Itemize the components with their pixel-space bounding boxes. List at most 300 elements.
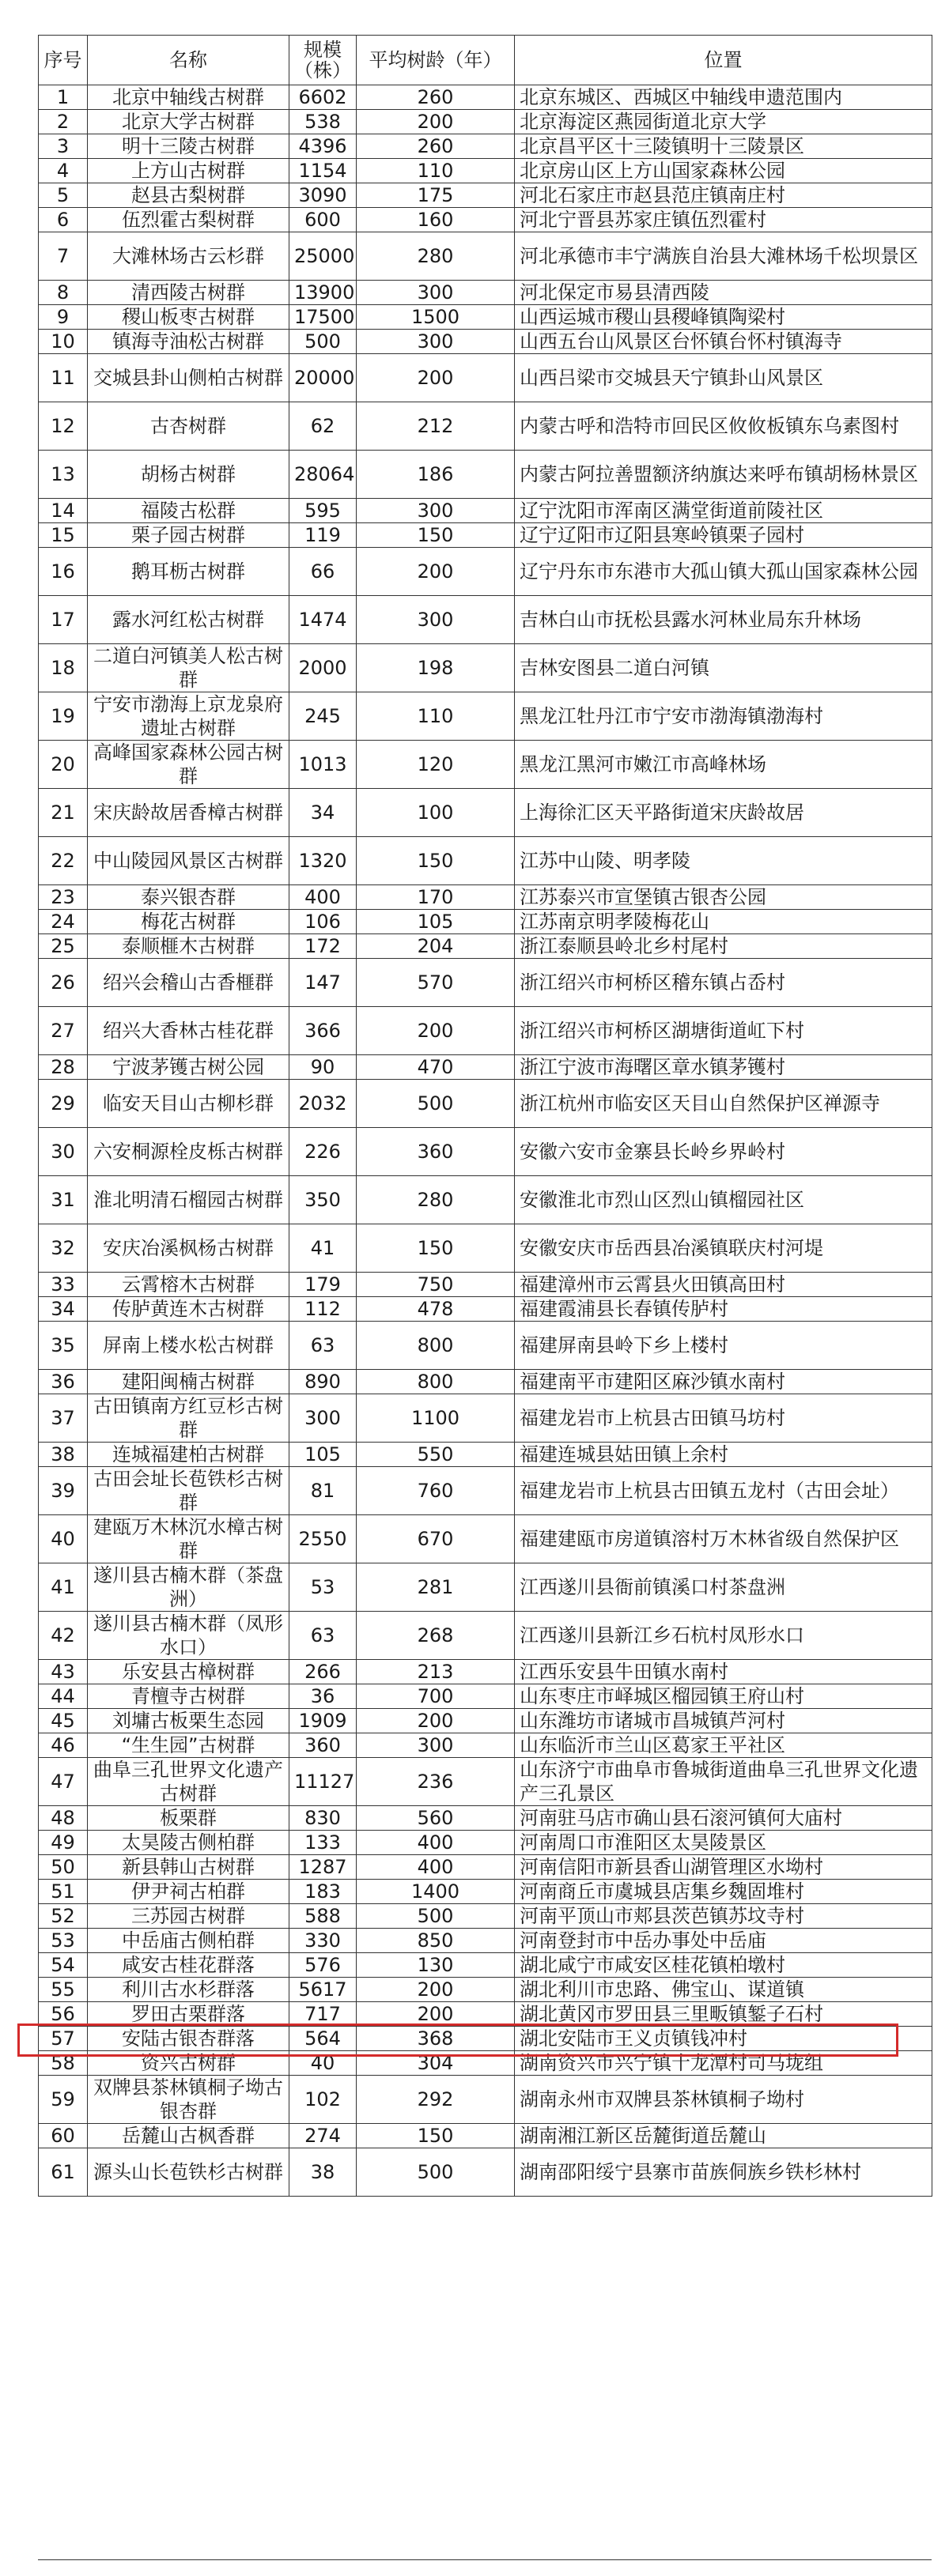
cell-location: 江苏泰兴市宣堡镇古银杏公园 [515,885,932,910]
cell-index: 29 [39,1080,88,1128]
cell-location: 江西遂川县新江乡石杭村凤形水口 [515,1612,932,1660]
cell-scale: 245 [289,692,357,741]
cell-scale: 1154 [289,159,357,183]
cell-location: 江西遂川县衙前镇溪口村茶盘洲 [515,1563,932,1612]
cell-avg-age: 500 [357,1904,515,1929]
cell-avg-age: 110 [357,159,515,183]
table-row [39,596,932,644]
table-row [39,1273,932,1297]
cell-name: “生生园”古树群 [88,1733,289,1758]
table-row [39,885,932,910]
table-row [39,1612,932,1660]
cell-scale: 588 [289,1904,357,1929]
cell-avg-age: 170 [357,885,515,910]
cell-index: 39 [39,1467,88,1515]
cell-scale: 1013 [289,741,357,789]
cell-avg-age: 212 [357,402,515,451]
cell-avg-age: 570 [357,959,515,1007]
cell-avg-age: 213 [357,1660,515,1684]
cell-avg-age: 200 [357,1978,515,2002]
cell-location: 河北宁晋县苏家庄镇伍烈霍村 [515,208,932,232]
cell-index: 18 [39,644,88,692]
cell-location: 河南平顶山市郏县茨芭镇苏坟寺村 [515,1904,932,1929]
cell-name: 福陵古松群 [88,499,289,523]
cell-scale: 538 [289,110,357,134]
cell-location: 吉林白山市抚松县露水河林业局东升林场 [515,596,932,644]
cell-scale: 717 [289,2002,357,2027]
table-row [39,354,932,402]
cell-scale: 5617 [289,1978,357,2002]
cell-location: 浙江宁波市海曙区章水镇茅镬村 [515,1055,932,1080]
cell-scale: 13900 [289,281,357,305]
cell-name: 遂川县古楠木群（凤形水口） [88,1612,289,1660]
cell-index: 60 [39,2124,88,2148]
cell-name: 镇海寺油松古树群 [88,330,289,354]
cell-scale: 1909 [289,1709,357,1733]
cell-location: 北京东城区、西城区中轴线申遗范围内 [515,85,932,110]
cell-name: 高峰国家森林公园古树群 [88,741,289,789]
table-row [39,1904,932,1929]
cell-name: 绍兴大香林古桂花群 [88,1007,289,1055]
cell-avg-age: 1100 [357,1394,515,1443]
table-row [39,305,932,330]
cell-scale: 576 [289,1953,357,1978]
cell-index: 31 [39,1176,88,1224]
cell-scale: 11127 [289,1758,357,1806]
cell-name: 泰兴银杏群 [88,885,289,910]
cell-location: 内蒙古呼和浩特市回民区攸攸板镇东乌素图村 [515,402,932,451]
cell-location: 河北石家庄市赵县范庄镇南庄村 [515,183,932,208]
cell-scale: 600 [289,208,357,232]
table-row [39,1684,932,1709]
cell-scale: 105 [289,1443,357,1467]
cell-scale: 179 [289,1273,357,1297]
table-row [39,548,932,596]
cell-scale: 274 [289,2124,357,2148]
cell-location: 湖北咸宁市咸安区桂花镇柏墩村 [515,1953,932,1978]
cell-name: 传胪黄连木古树群 [88,1297,289,1322]
cell-index: 52 [39,1904,88,1929]
table-row [39,2148,932,2197]
table-row [39,1709,932,1733]
cell-location: 内蒙古阿拉善盟额济纳旗达来呼布镇胡杨林景区 [515,451,932,499]
cell-index: 15 [39,523,88,548]
header-scale: 规模 （株） [289,36,357,85]
cell-scale: 53 [289,1563,357,1612]
cell-scale: 3090 [289,183,357,208]
cell-index: 37 [39,1394,88,1443]
cell-location: 福建龙岩市上杭县古田镇五龙村（古田会址） [515,1467,932,1515]
cell-name: 绍兴会稽山古香榧群 [88,959,289,1007]
cell-name: 宁安市渤海上京龙泉府遗址古树群 [88,692,289,741]
cell-scale: 34 [289,789,357,837]
cell-name: 安陆古银杏群落 [88,2027,289,2051]
cell-name: 遂川县古楠木群（茶盘洲） [88,1563,289,1612]
cell-avg-age: 760 [357,1467,515,1515]
cell-location: 浙江绍兴市柯桥区稽东镇占岙村 [515,959,932,1007]
table-row [39,1394,932,1443]
cell-scale: 366 [289,1007,357,1055]
cell-location: 黑龙江黑河市嫩江市高峰林场 [515,741,932,789]
cell-name: 稷山板枣古树群 [88,305,289,330]
cell-index: 17 [39,596,88,644]
cell-index: 2 [39,110,88,134]
cell-index: 14 [39,499,88,523]
cell-avg-age: 750 [357,1273,515,1297]
table-row [39,2076,932,2124]
cell-index: 58 [39,2051,88,2076]
header-name: 名称 [88,36,289,85]
cell-avg-age: 700 [357,1684,515,1709]
cell-avg-age: 130 [357,1953,515,1978]
cell-name: 清西陵古树群 [88,281,289,305]
table-row [39,1929,932,1953]
cell-avg-age: 175 [357,183,515,208]
cell-scale: 119 [289,523,357,548]
cell-scale: 20000 [289,354,357,402]
cell-index: 8 [39,281,88,305]
cell-location: 山西运城市稷山县稷峰镇陶梁村 [515,305,932,330]
cell-name: 利川古水杉群落 [88,1978,289,2002]
cell-name: 交城县卦山侧柏古树群 [88,354,289,402]
cell-avg-age: 281 [357,1563,515,1612]
table-row [39,85,932,110]
cell-avg-age: 198 [357,644,515,692]
cell-location: 上海徐汇区天平路街道宋庆龄故居 [515,789,932,837]
cell-avg-age: 280 [357,232,515,281]
cell-name: 罗田古栗群落 [88,2002,289,2027]
cell-location: 山东临沂市兰山区葛家王平社区 [515,1733,932,1758]
table-row [39,1880,932,1904]
cell-avg-age: 200 [357,2002,515,2027]
table-row [39,1322,932,1370]
cell-name: 板栗群 [88,1806,289,1831]
cell-name: 北京大学古树群 [88,110,289,134]
cell-scale: 63 [289,1322,357,1370]
cell-index: 38 [39,1443,88,1467]
cell-avg-age: 200 [357,548,515,596]
cell-location: 河南登封市中岳办事处中岳庙 [515,1929,932,1953]
cell-index: 3 [39,134,88,159]
cell-location: 河南商丘市虞城县店集乡魏固堆村 [515,1880,932,1904]
cell-name: 刘墉古板栗生态园 [88,1709,289,1733]
cell-avg-age: 478 [357,1297,515,1322]
cell-scale: 2000 [289,644,357,692]
cell-scale: 6602 [289,85,357,110]
cell-scale: 62 [289,402,357,451]
cell-index: 44 [39,1684,88,1709]
cell-avg-age: 292 [357,2076,515,2124]
cell-avg-age: 300 [357,1733,515,1758]
cell-avg-age: 360 [357,1128,515,1176]
cell-name: 建瓯万木林沉水樟古树群 [88,1515,289,1563]
table-row [39,523,932,548]
cell-location: 福建漳州市云霄县火田镇高田村 [515,1273,932,1297]
cell-location: 北京昌平区十三陵镇明十三陵景区 [515,134,932,159]
cell-index: 57 [39,2027,88,2051]
table-row [39,1128,932,1176]
cell-index: 30 [39,1128,88,1176]
cell-scale: 40 [289,2051,357,2076]
cell-avg-age: 368 [357,2027,515,2051]
table-row [39,1055,932,1080]
cell-avg-age: 500 [357,1080,515,1128]
cell-location: 山西五台山风景区台怀镇台怀村镇海寺 [515,330,932,354]
cell-location: 辽宁丹东市东港市大孤山镇大孤山国家森林公园 [515,548,932,596]
cell-scale: 2032 [289,1080,357,1128]
table-row [39,1007,932,1055]
cell-index: 22 [39,837,88,885]
cell-avg-age: 470 [357,1055,515,1080]
table-cutoff-edge [38,2559,932,2576]
cell-scale: 172 [289,934,357,959]
cell-scale: 4396 [289,134,357,159]
cell-avg-age: 200 [357,1007,515,1055]
cell-avg-age: 150 [357,523,515,548]
cell-location: 江西乐安县牛田镇水南村 [515,1660,932,1684]
cell-location: 河南信阳市新县香山湖管理区水坳村 [515,1855,932,1880]
cell-location: 江苏中山陵、明孝陵 [515,837,932,885]
cell-name: 六安桐源栓皮栎古树群 [88,1128,289,1176]
cell-name: 栗子园古树群 [88,523,289,548]
table-row [39,1515,932,1563]
cell-location: 辽宁辽阳市辽阳县寒岭镇栗子园村 [515,523,932,548]
cell-location: 浙江杭州市临安区天目山自然保护区禅源寺 [515,1080,932,1128]
cell-name: 上方山古树群 [88,159,289,183]
cell-name: 大滩林场古云杉群 [88,232,289,281]
cell-name: 泰顺榧木古树群 [88,934,289,959]
table-row [39,789,932,837]
cell-index: 32 [39,1224,88,1273]
cell-avg-age: 260 [357,85,515,110]
cell-scale: 25000 [289,232,357,281]
cell-name: 安庆冶溪枫杨古树群 [88,1224,289,1273]
cell-location: 河北保定市易县清西陵 [515,281,932,305]
table-row [39,159,932,183]
cell-avg-age: 100 [357,789,515,837]
cell-name: 淮北明清石榴园古树群 [88,1176,289,1224]
table-row [39,281,932,305]
table-row [39,741,932,789]
cell-index: 19 [39,692,88,741]
cell-scale: 890 [289,1370,357,1394]
cell-avg-age: 670 [357,1515,515,1563]
cell-location: 湖北黄冈市罗田县三里畈镇錾子石村 [515,2002,932,2027]
cell-scale: 226 [289,1128,357,1176]
cell-location: 山东潍坊市诸城市昌城镇芦河村 [515,1709,932,1733]
cell-index: 24 [39,910,88,934]
table-row [39,499,932,523]
cell-scale: 830 [289,1806,357,1831]
cell-location: 河南周口市淮阳区太昊陵景区 [515,1831,932,1855]
cell-name: 宋庆龄故居香樟古树群 [88,789,289,837]
cell-name: 二道白河镇美人松古树群 [88,644,289,692]
cell-index: 59 [39,2076,88,2124]
cell-index: 9 [39,305,88,330]
header-index: 序号 [39,36,88,85]
cell-name: 岳麓山古枫香群 [88,2124,289,2148]
cell-location: 浙江绍兴市柯桥区湖塘街道屸下村 [515,1007,932,1055]
cell-name: 乐安县古樟树群 [88,1660,289,1684]
cell-name: 中岳庙古侧柏群 [88,1929,289,1953]
cell-index: 51 [39,1880,88,1904]
cell-scale: 350 [289,1176,357,1224]
cell-scale: 106 [289,910,357,934]
cell-name: 赵县古梨树群 [88,183,289,208]
cell-avg-age: 280 [357,1176,515,1224]
cell-location: 湖北安陆市王义贞镇钱冲村 [515,2027,932,2051]
cell-scale: 330 [289,1929,357,1953]
cell-name: 双牌县茶林镇桐子坳古银杏群 [88,2076,289,2124]
tree-table-container [38,35,932,2197]
cell-location: 黑龙江牡丹江市宁安市渤海镇渤海村 [515,692,932,741]
table-row [39,2051,932,2076]
cell-index: 55 [39,1978,88,2002]
table-row [39,1831,932,1855]
cell-avg-age: 850 [357,1929,515,1953]
cell-index: 40 [39,1515,88,1563]
cell-index: 6 [39,208,88,232]
cell-name: 资兴古树群 [88,2051,289,2076]
cell-index: 4 [39,159,88,183]
table-row [39,1297,932,1322]
cell-location: 湖南永州市双牌县茶林镇桐子坳村 [515,2076,932,2124]
table-row [39,1176,932,1224]
cell-name: 曲阜三孔世界文化遗产古树群 [88,1758,289,1806]
cell-name: 胡杨古树群 [88,451,289,499]
cell-avg-age: 1500 [357,305,515,330]
cell-scale: 133 [289,1831,357,1855]
cell-scale: 102 [289,2076,357,2124]
cell-scale: 147 [289,959,357,1007]
cell-index: 33 [39,1273,88,1297]
cell-name: 连城福建柏古树群 [88,1443,289,1467]
cell-index: 11 [39,354,88,402]
table-row [39,1758,932,1806]
table-row [39,837,932,885]
table-row [39,330,932,354]
ancient-tree-table [38,35,932,2197]
table-row [39,959,932,1007]
cell-avg-age: 150 [357,2124,515,2148]
cell-scale: 564 [289,2027,357,2051]
cell-index: 36 [39,1370,88,1394]
cell-location: 吉林安图县二道白河镇 [515,644,932,692]
cell-index: 46 [39,1733,88,1758]
cell-avg-age: 260 [357,134,515,159]
header-location: 位置 [515,36,932,85]
cell-name: 古田会址长苞铁杉古树群 [88,1467,289,1515]
cell-location: 福建南平市建阳区麻沙镇水南村 [515,1370,932,1394]
cell-location: 湖南资兴市兴宁镇十龙潭村司马垅组 [515,2051,932,2076]
cell-index: 1 [39,85,88,110]
table-row [39,1080,932,1128]
cell-index: 23 [39,885,88,910]
cell-index: 45 [39,1709,88,1733]
table-row [39,402,932,451]
table-row [39,2124,932,2148]
cell-name: 建阳闽楠古树群 [88,1370,289,1394]
cell-name: 伊尹祠古柏群 [88,1880,289,1904]
cell-index: 13 [39,451,88,499]
cell-avg-age: 200 [357,110,515,134]
cell-scale: 183 [289,1880,357,1904]
cell-name: 露水河红松古树群 [88,596,289,644]
cell-index: 53 [39,1929,88,1953]
table-row [39,1224,932,1273]
cell-location: 安徽淮北市烈山区烈山镇榴园社区 [515,1176,932,1224]
cell-scale: 1287 [289,1855,357,1880]
cell-avg-age: 800 [357,1370,515,1394]
cell-scale: 1474 [289,596,357,644]
table-row [39,1563,932,1612]
cell-location: 安徽安庆市岳西县冶溪镇联庆村河堤 [515,1224,932,1273]
cell-location: 辽宁沈阳市浑南区满堂街道前陵社区 [515,499,932,523]
table-row [39,183,932,208]
cell-scale: 66 [289,548,357,596]
cell-avg-age: 105 [357,910,515,934]
cell-avg-age: 300 [357,330,515,354]
cell-avg-age: 500 [357,2148,515,2197]
cell-location: 福建霞浦县长春镇传胪村 [515,1297,932,1322]
cell-name: 咸安古桂花群落 [88,1953,289,1978]
cell-avg-age: 300 [357,499,515,523]
cell-scale: 112 [289,1297,357,1322]
table-body [39,85,932,2197]
table-row [39,1733,932,1758]
cell-location: 北京海淀区燕园街道北京大学 [515,110,932,134]
cell-index: 61 [39,2148,88,2197]
cell-index: 16 [39,548,88,596]
cell-name: 云霄榕木古树群 [88,1273,289,1297]
header-avg-age: 平均树龄（年） [357,36,515,85]
cell-name: 伍烈霍古梨树群 [88,208,289,232]
cell-avg-age: 1400 [357,1880,515,1904]
cell-name: 源头山长苞铁杉古树群 [88,2148,289,2197]
table-row [39,910,932,934]
table-row [39,1806,932,1831]
cell-name: 古杏树群 [88,402,289,451]
table-row [39,1660,932,1684]
cell-location: 江苏南京明孝陵梅花山 [515,910,932,934]
cell-scale: 1320 [289,837,357,885]
table-row [39,1855,932,1880]
table-row [39,644,932,692]
table-row [39,451,932,499]
cell-scale: 300 [289,1394,357,1443]
cell-name: 宁波茅镬古树公园 [88,1055,289,1080]
cell-avg-age: 560 [357,1806,515,1831]
cell-index: 49 [39,1831,88,1855]
table-header [39,36,932,85]
cell-index: 54 [39,1953,88,1978]
cell-index: 47 [39,1758,88,1806]
table-row [39,232,932,281]
cell-avg-age: 550 [357,1443,515,1467]
cell-scale: 595 [289,499,357,523]
cell-avg-age: 304 [357,2051,515,2076]
table-row [39,208,932,232]
cell-avg-age: 400 [357,1831,515,1855]
cell-avg-age: 200 [357,354,515,402]
cell-location: 浙江泰顺县岭北乡村尾村 [515,934,932,959]
cell-name: 临安天目山古柳杉群 [88,1080,289,1128]
cell-location: 福建屏南县岭下乡上楼村 [515,1322,932,1370]
cell-location: 湖南邵阳绥宁县寨市苗族侗族乡铁杉林村 [515,2148,932,2197]
table-row [39,1370,932,1394]
cell-index: 12 [39,402,88,451]
cell-index: 56 [39,2002,88,2027]
